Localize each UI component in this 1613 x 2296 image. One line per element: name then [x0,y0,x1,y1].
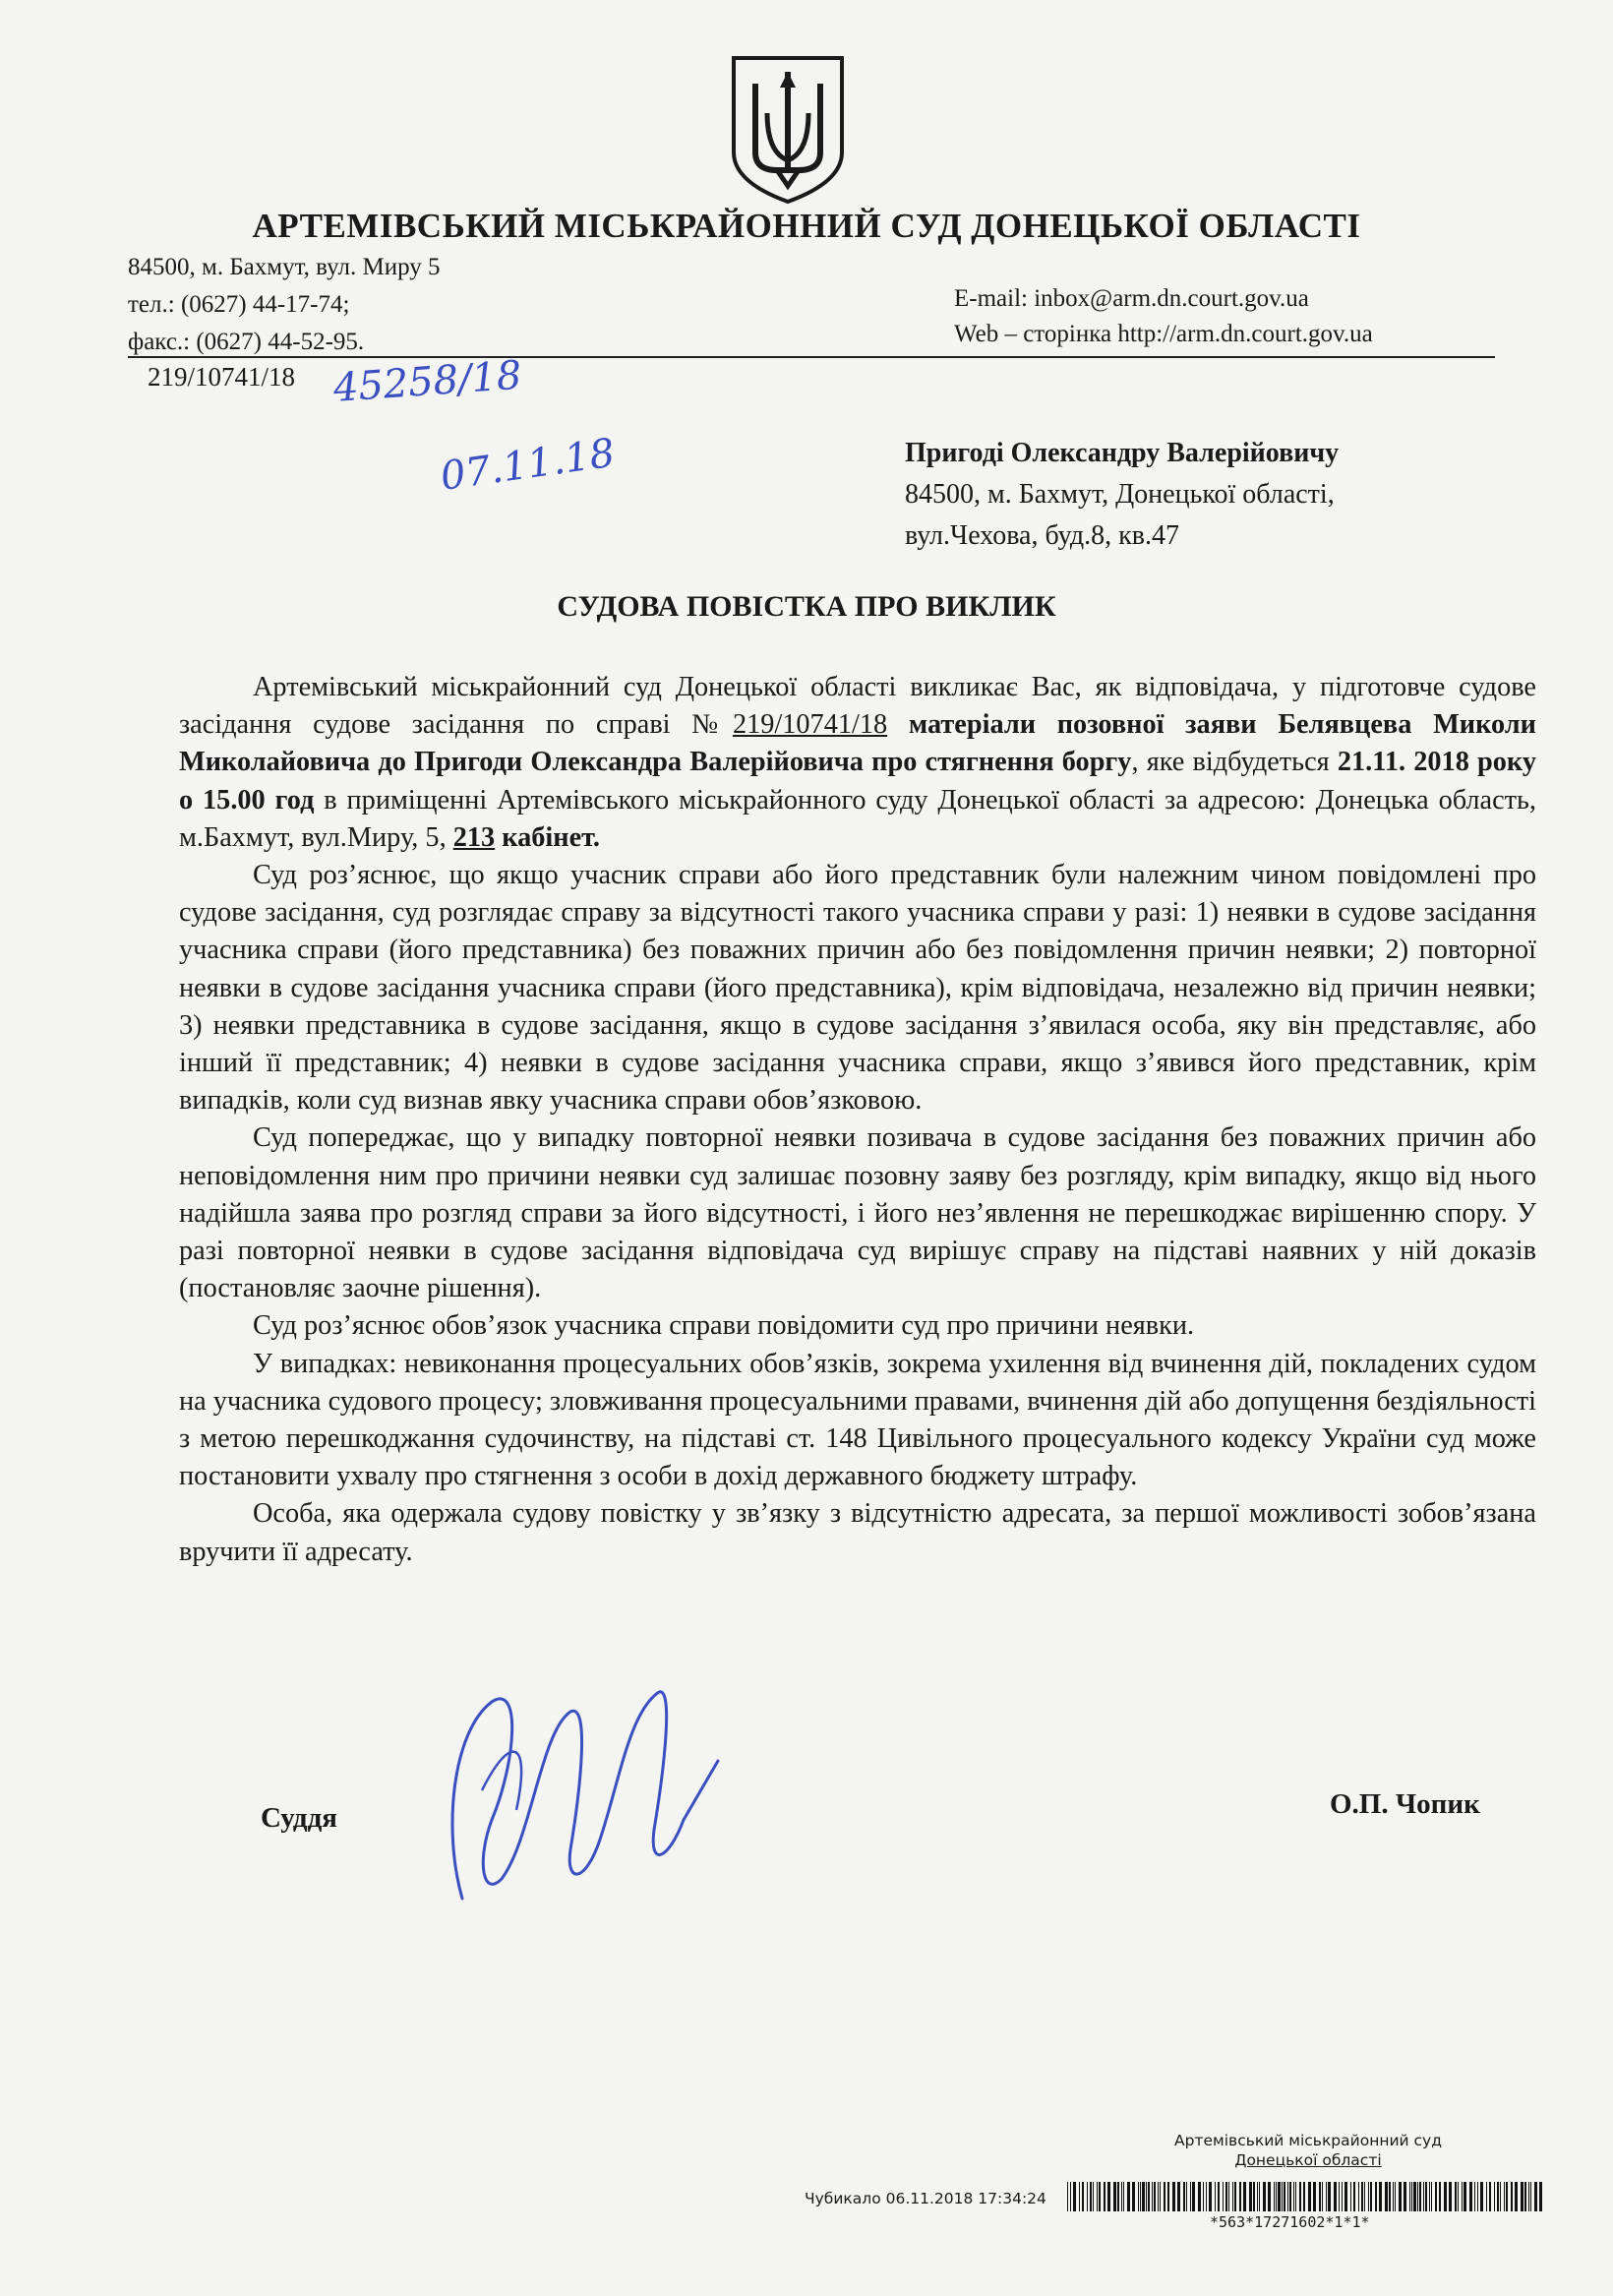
barcode-bar [1322,2182,1323,2211]
barcode-bar [1504,2182,1505,2211]
barcode-bar [1411,2182,1412,2211]
p1-text-1: Артемівський міськрайонний суд Донецької області викликає Вас, як відповідача, у підготовче судове засідання судове засідання по справі № [179,672,1536,741]
barcode-bar [1515,2182,1518,2211]
p1-text-3: , яке відбудеться [1131,747,1338,778]
barcode-bar [1127,2182,1130,2211]
barcode-bar [1192,2182,1195,2211]
barcode-bar [1107,2182,1110,2211]
barcode-bar [1099,2182,1101,2211]
p1-case-number: 219/10741/18 [732,709,888,741]
barcode-bar [1431,2182,1432,2211]
barcode-bar [1464,2182,1466,2211]
barcode-bar [1172,2182,1175,2211]
barcode-bar [1435,2182,1437,2211]
barcode-bar [1295,2182,1296,2211]
barcode-bar [1284,2182,1285,2211]
summons-paragraph-4: Суд роз’яснює обов’язок учасника справи повідомити суд про причини неявки. [253,1310,1195,1342]
barcode-bar [1439,2182,1441,2211]
barcode-bar [1361,2182,1363,2211]
barcode-bar [1375,2182,1377,2211]
barcode-bar [1154,2182,1156,2211]
barcode-number: *563*17271602*1*1* [1210,2213,1370,2231]
barcode-bar [1158,2182,1159,2211]
barcode-bar [1444,2182,1447,2211]
barcode-bar [1289,2182,1291,2211]
barcode-bar [1070,2182,1071,2211]
barcode-bar [1313,2182,1316,2211]
summons-paragraph-6: Особа, яка одержала судову повістку у зв’язку з відсутністю адресата, за першої можливості зобов’язана вручити її адресату. [179,1498,1536,1567]
barcode-bar [1113,2182,1116,2211]
barcode-bar [1142,2182,1145,2211]
barcode-bar [1521,2182,1523,2211]
barcode-bar [1268,2182,1271,2211]
barcode-bar [1326,2182,1327,2211]
barcode-bar [1342,2182,1343,2211]
addressee-name: Пригоді Олександру Валерійовичу [905,438,1340,468]
registry-stamp [1111,2131,1505,2170]
summons-paragraph-2: Суд роз’яснює, що якщо учасник справи або його представник були належним чином повідомлені про судове засідання, суд розглядає справу за відсутності такого учасника справи у разі: 1) неявки в судове засідання учасника справи (його представника) без поважних причин або без повідомлення причин неявки; 2) повторної неявки в судове засідання учасника справи (його представника), крім відповідача, незалежно від причин неявки; 3) неявки представника в судове засідання, якщо в судове засідання з’явилася особа, яку він представляє, або інший її представник; 4) неявки в судове засідання учасника справи, якщо з’явився його представник, крім випадків, коли суд визнав явку учасника справи обов’язковою. [179,860,1536,1117]
barcode-bar [1449,2182,1452,2211]
registration-timestamp: Чубикало 06.11.2018 17:34:24 [805,2190,1046,2207]
barcode-bar [1462,2182,1463,2211]
barcode-bar [1494,2182,1495,2211]
barcode-bar [1282,2182,1283,2211]
p1-hearing-datetime: 21.11. 2018 року о 15.00 год [179,747,1536,816]
barcode-bar [1177,2182,1180,2211]
barcode-bar [1228,2182,1229,2211]
judge-name: О.П. Чопик [1330,1788,1480,1820]
barcode-bar [1132,2182,1135,2211]
barcode-bar [1358,2182,1359,2211]
barcode [1067,2182,1549,2211]
stamp-court-line2: Донецької області [1234,2151,1382,2169]
barcode-bar [1276,2182,1277,2211]
barcode-bar [1455,2182,1457,2211]
barcode-bar [1104,2182,1105,2211]
barcode-bar [1328,2182,1331,2211]
judge-label: Суддя [261,1802,337,1834]
barcode-bar [1539,2182,1542,2211]
barcode-bar [1423,2182,1424,2211]
barcode-bar [1497,2182,1499,2211]
barcode-bar [1458,2182,1459,2211]
barcode-bar [1417,2182,1418,2211]
barcode-bar [1234,2182,1236,2211]
barcode-bar [1339,2182,1340,2211]
p1-room-number: 213 [452,821,496,853]
barcode-bar [1404,2182,1406,2211]
p1-text-2 [887,709,909,740]
summons-body [179,669,1536,1571]
barcode-bar [1524,2182,1526,2211]
barcode-bar [1308,2182,1311,2211]
barcode-bar [1274,2182,1275,2211]
barcode-bar [1203,2182,1204,2211]
addressee-address-line2: вул.Чехова, буд.8, кв.47 [905,520,1179,551]
barcode-bar [1334,2182,1337,2211]
barcode-bar [1209,2182,1212,2211]
barcode-bar [1093,2182,1094,2211]
barcode-bar [1215,2182,1216,2211]
barcode-bar [1123,2182,1124,2211]
judge-signature [423,1672,747,1918]
stamp-court-line1: Артемівський міськрайонний суд [1174,2132,1442,2149]
barcode-bar [1299,2182,1301,2211]
barcode-bar [1249,2182,1252,2211]
barcode-bar [1186,2182,1187,2211]
barcode-bar [1389,2182,1391,2211]
barcode-bar [1164,2182,1165,2211]
barcode-bar [1364,2182,1365,2211]
p1-claim-subject: матеріали позовної заяви Белявцева Миколи Миколайовича до Пригоди Олександра Валерійовича про стягнення боргу [179,709,1536,778]
barcode-bar [1303,2182,1305,2211]
barcode-bar [1319,2182,1321,2211]
barcode-bar [1409,2182,1410,2211]
barcode-bar [1082,2182,1084,2211]
summons-paragraph-1 [179,669,1536,857]
barcode-bar [1183,2182,1185,2211]
barcode-bar [1278,2182,1281,2211]
barcode-bar [1067,2182,1068,2211]
barcode-bar [1528,2182,1529,2211]
barcode-bar [1419,2182,1421,2211]
barcode-bar [1257,2182,1258,2211]
barcode-bar [1500,2182,1501,2211]
barcode-bar [1469,2182,1472,2211]
barcode-bar [1474,2182,1475,2211]
barcode-bar [1368,2182,1369,2211]
court-phone: тел.: (0627) 44-17-74; [128,291,350,318]
barcode-bar [1259,2182,1260,2211]
barcode-bar [1530,2182,1531,2211]
barcode-bar [1148,2182,1150,2211]
barcode-bar [1253,2182,1255,2211]
case-number: 219/10741/18 [148,362,296,392]
court-address: 84500, м. Бахмут, вул. Миру 5 [128,254,441,280]
barcode-bar [1218,2182,1220,2211]
barcode-bar [1152,2182,1153,2211]
summons-paragraph-3: Суд попереджає, що у випадку повторної неявки позивача в судове засідання без поважних причин або неповідомлення ним про причини неявки суд залишає позовну заяву без розгляду, крім випадку, якщо від нього надійшла заява про розгляд справи за його відсутності, і його нез’явлення не перешкоджає вирішенню спору. У разі повторної неявки в судове засідання відповідача суд вирішує справу на підставі наявних у ній доказів (постановляє заочне рішення). [179,1122,1536,1304]
barcode-bar [1379,2182,1382,2211]
barcode-bar [1198,2182,1201,2211]
handwritten-date: 07.11.18 [437,430,618,500]
barcode-bar [1429,2182,1430,2211]
barcode-bar [1097,2182,1098,2211]
court-website: Web – сторінка http://arm.dn.court.gov.ua [954,321,1373,347]
barcode-bar [1344,2182,1347,2211]
barcode-bar [1225,2182,1227,2211]
barcode-bar [1146,2182,1147,2211]
barcode-bar [1350,2182,1351,2211]
p1-text-4: в приміщенні Артемівського міськрайонного суду Донецької області за адресою: Донецька область, м.Бахмут, вул.Миру, 5, [179,784,1536,853]
barcode-bar [1425,2182,1427,2211]
barcode-bar [1480,2182,1483,2211]
barcode-bar [1167,2182,1169,2211]
court-email: E-mail: inbox@arm.dn.court.gov.ua [954,285,1309,312]
barcode-bar [1190,2182,1191,2211]
barcode-bar [1534,2182,1537,2211]
barcode-bar [1263,2182,1266,2211]
barcode-bar [1223,2182,1224,2211]
barcode-bar [1079,2182,1080,2211]
barcode-bar [1353,2182,1355,2211]
barcode-bar [1506,2182,1508,2211]
barcode-bar [1087,2182,1088,2211]
barcode-bar [1140,2182,1141,2211]
barcode-bar [1370,2182,1372,2211]
barcode-bar [1206,2182,1207,2211]
barcode-bar [1239,2182,1241,2211]
barcode-bar [1486,2182,1487,2211]
document-title: СУДОВА ПОВІСТКА ПРО ВИКЛИК [557,590,1056,623]
barcode-bar [1243,2182,1246,2211]
barcode-bar [1073,2182,1076,2211]
coat-of-arms-icon [728,54,848,207]
handwritten-registration [325,352,639,500]
barcode-bar [1293,2182,1294,2211]
barcode-bar [1117,2182,1119,2211]
barcode-bar [1413,2182,1416,2211]
barcode-bar [1395,2182,1396,2211]
barcode-bar [1393,2182,1394,2211]
barcode-bar [1385,2182,1388,2211]
barcode-bar [1121,2182,1122,2211]
court-name: АРТЕМІВСЬКИЙ МІСЬКРАЙОННИЙ СУД ДОНЕЦЬКОЇ ОБЛАСТІ [252,207,1361,245]
handwritten-incoming-number: 45258/18 [331,352,523,411]
barcode-bar [1511,2182,1513,2211]
barcode-bar [1477,2182,1478,2211]
barcode-bar [1160,2182,1161,2211]
barcode-bar [1232,2182,1233,2211]
p1-room-label: кабінет. [495,821,600,853]
court-fax: факс.: (0627) 44-52-95. [128,329,365,355]
barcode-bar [1489,2182,1491,2211]
addressee-address-line1: 84500, м. Бахмут, Донецької області, [905,479,1335,510]
addressee-block [905,433,1339,557]
summons-paragraph-5: У випадках: невиконання процесуальних обов’язків, зокрема ухилення від вчинення дій, покладених судом на учасника судового процесу; зловживання процесуальними правами, вчинення дій або допущення бездіяльності з метою перешкоджання судочинству, на підставі ст. 148 Цивільного процесуального кодексу України суд може постановити ухвалу про стягнення з особи в дохід державного бюджету штрафу. [179,1348,1536,1492]
barcode-bar [1090,2182,1092,2211]
barcode-bar [1287,2182,1288,2211]
barcode-bar [1138,2182,1139,2211]
barcode-bar [1399,2182,1402,2211]
